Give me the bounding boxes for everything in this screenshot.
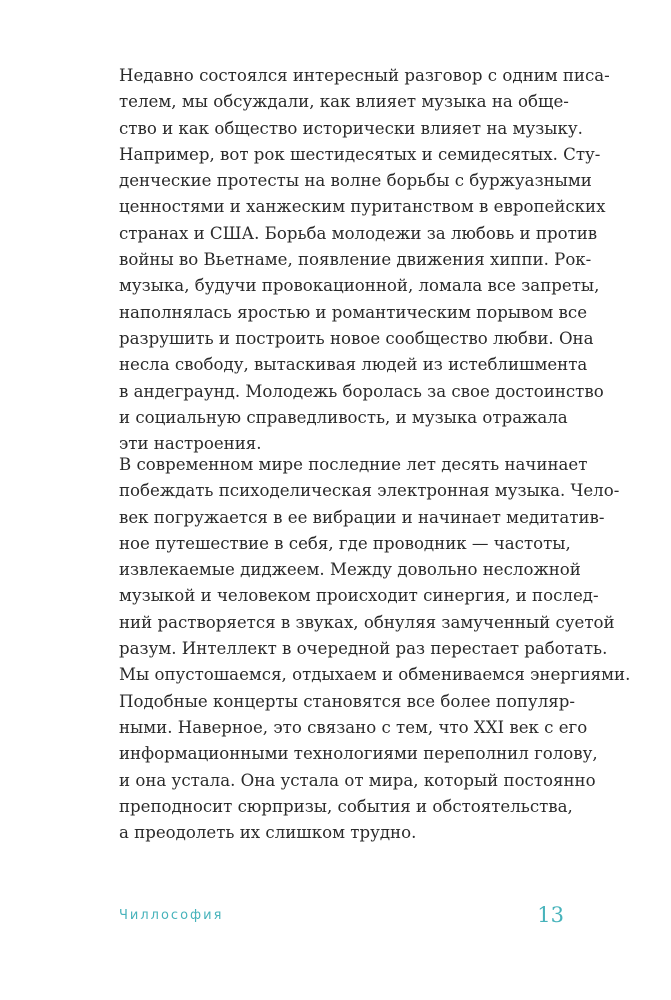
text-line: эти настроения. (119, 434, 262, 454)
text-line: ное путешествие в себя, где проводник — частоты, (119, 533, 571, 553)
text-line: странах и США. Борьба молодежи за любовь и против (119, 223, 598, 243)
text-line: наполнялась яростью и романтическим порывом все (119, 302, 588, 322)
text-line: музыкой и человеком происходит синергия, и послед- (119, 586, 599, 606)
paragraph-1 (119, 63, 610, 457)
text-line: Например, вот рок шестидесятых и семидесятых. Сту- (119, 144, 601, 164)
running-footer-book-title: Чиллософия (119, 908, 224, 923)
paragraph-2 (119, 452, 631, 846)
text-line: ценностями и ханжеским пуританством в европейских (119, 197, 606, 217)
text-line: Подобные концерты становятся все более популяр- (119, 691, 575, 711)
text-line: разум. Интеллект в очередной раз перестает работать. (119, 639, 608, 659)
text-line: денческие протесты на волне борьбы с буржуазными (119, 171, 592, 191)
text-line: ний растворяется в звуках, обнуляя замученный суетой (119, 612, 615, 632)
text-line: Недавно состоялся интересный разговор с одним писа- (119, 66, 610, 85)
text-line: век погружается в ее вибрации и начинает медитатив- (119, 507, 605, 527)
text-line: в андеграунд. Молодежь боролась за свое достоинство (119, 381, 604, 401)
text-line: В современном мире последние лет десять начинает (119, 455, 588, 474)
text-line: войны во Вьетнаме, появление движения хиппи. Рок- (119, 250, 592, 270)
page-number: 13 (537, 903, 564, 927)
text-line: а преодолеть их слишком трудно. (119, 823, 417, 843)
text-line: музыка, будучи провокационной, ломала все запреты, (119, 276, 600, 296)
text-line: ными. Наверное, это связано с тем, что XXI век с его (119, 717, 588, 737)
text-line: разрушить и построить новое сообщество любви. Она (119, 328, 594, 348)
text-line: несла свободу, вытаскивая людей из истеблишмента (119, 355, 588, 375)
text-line: ство и как общество исторически влияет на музыку. (119, 118, 583, 138)
text-line: телем, мы обсуждали, как влияет музыка на обще- (119, 92, 569, 112)
text-line: побеждать психоделическая электронная музыка. Чело- (119, 481, 620, 501)
text-line: и социальную справедливость, и музыка отражала (119, 407, 568, 427)
text-line: преподносит сюрпризы, события и обстоятельства, (119, 796, 573, 816)
text-line: информационными технологиями переполнил голову, (119, 744, 598, 764)
text-line: и она устала. Она устала от мира, который постоянно (119, 770, 596, 790)
text-line: извлекаемые диджеем. Между довольно несложной (119, 560, 581, 580)
text-line: Мы опустошаемся, отдыхаем и обмениваемся энергиями. (119, 665, 631, 685)
